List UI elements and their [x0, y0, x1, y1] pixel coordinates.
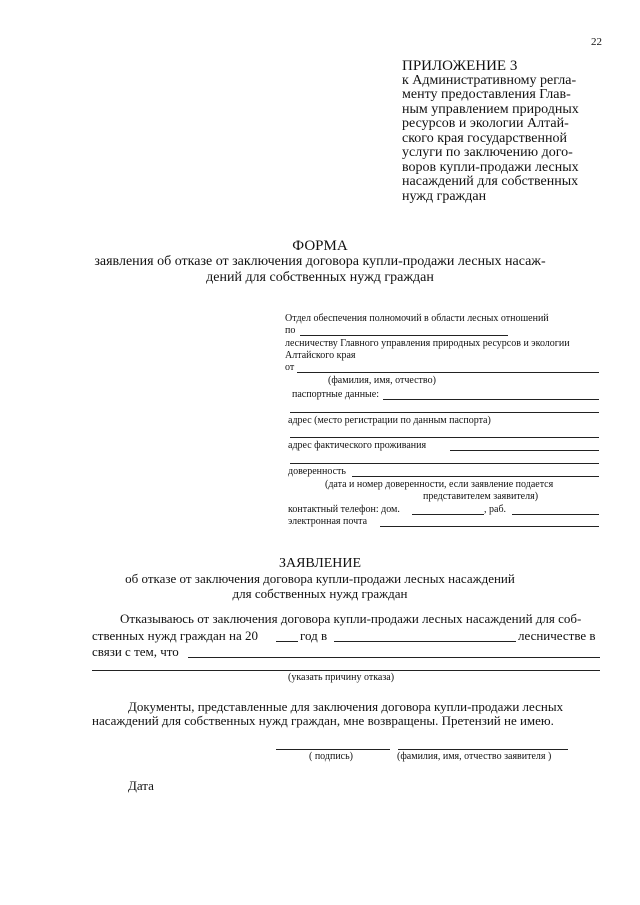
paragraph-1-line-2c: лесничестве в	[518, 628, 596, 643]
paragraph-1-line-3: связи с тем, что	[92, 644, 179, 659]
passport-label: паспортные данные:	[292, 389, 379, 400]
appendix-line: нужд граждан	[402, 188, 487, 204]
phone-label: контактный телефон: дом.	[288, 504, 400, 515]
fio-caption: (фамилия, имя, отчество)	[328, 375, 436, 386]
from-label: от	[285, 362, 295, 373]
appendix-line: насаждений для собственных	[402, 174, 579, 189]
address-actual-label: адрес фактического проживания	[288, 440, 427, 451]
department-field[interactable]	[300, 335, 508, 336]
recipient-line3: лесничеству Главного управления природных ресурсов и экологии	[285, 338, 570, 349]
paragraph-1-line-2a: ственных нужд граждан на 20	[92, 628, 258, 643]
appendix-line: ресурсов и экологии Алтай-	[402, 116, 569, 131]
page-number: 22	[591, 36, 602, 48]
statement-title: ЗАЯВЛЕНИЕ	[278, 556, 362, 571]
passport-field[interactable]	[383, 399, 599, 400]
appendix-line: к Административному регла-	[402, 72, 577, 88]
recipient-line2: по	[285, 325, 296, 336]
appendix-line: менту предоставления Глав-	[402, 87, 571, 102]
name-caption: (фамилия, имя, отчество заявителя )	[397, 751, 552, 762]
proxy-caption-2: представителем заявителя)	[423, 491, 539, 502]
address-registration-field[interactable]	[290, 437, 599, 438]
phone-work-label: , раб.	[484, 504, 507, 515]
reason-caption: (указать причину отказа)	[288, 672, 395, 683]
paragraph-2-line-1: Документы, представленные для заключения договора купли-продажи лесных	[128, 699, 564, 714]
year-field[interactable]	[276, 641, 298, 642]
applicant-name-field[interactable]	[297, 372, 599, 373]
appendix-block	[402, 59, 602, 204]
address-registration-label: адрес (место регистрации по данным паспорта)	[288, 415, 491, 426]
statement-subtitle-2: для собственных нужд граждан	[232, 586, 408, 601]
email-label: электронная почта	[288, 516, 368, 527]
statement-subtitle-1: об отказе от заключения договора купли-продажи лесных насаждений	[125, 571, 515, 586]
phone-work-field[interactable]	[512, 514, 599, 515]
form-subtitle-line1: заявления об отказе от заключения договора купли-продажи лесных насаж-	[94, 254, 546, 269]
paragraph-1-line-2b: год в	[300, 628, 328, 643]
applicant-full-name-field[interactable]	[398, 749, 568, 750]
recipient-line4: Алтайского края	[285, 350, 356, 361]
appendix-line: ского края государственной	[402, 130, 567, 146]
address-actual-field[interactable]	[450, 450, 599, 451]
paragraph-1-line-1: Отказываюсь от заключения договора купли-продажи лесных насаждений для соб-	[120, 611, 582, 626]
date-label: Дата	[128, 778, 154, 793]
appendix-line: ным управлением природных	[402, 101, 579, 117]
paragraph-2-line-2: насаждений для собственных нужд граждан, мне возвращены. Претензий не имею.	[92, 713, 554, 728]
email-field[interactable]	[380, 526, 599, 527]
reason-field[interactable]	[188, 657, 600, 658]
form-title: ФОРМА	[292, 238, 348, 254]
proxy-caption-1: (дата и номер доверенности, если заявление подается	[325, 479, 554, 490]
address-actual-field-2[interactable]	[290, 463, 599, 464]
appendix-line: услуги по заключению дого-	[402, 145, 573, 160]
appendix-line: воров купли-продажи лесных	[402, 159, 579, 175]
reason-field-2[interactable]	[92, 670, 600, 671]
signature-caption: ( подпись)	[309, 751, 354, 762]
passport-field-2[interactable]	[290, 412, 599, 413]
appendix-title: ПРИЛОЖЕНИЕ 3	[402, 58, 518, 74]
signature-field[interactable]	[276, 749, 390, 750]
recipient-line1: Отдел обеспечения полномочий в области лесных отношений	[285, 313, 549, 324]
form-subtitle-line2: дений для собственных нужд граждан	[206, 270, 434, 285]
proxy-label: доверенность	[288, 466, 346, 477]
proxy-field[interactable]	[352, 476, 599, 477]
forestry-field[interactable]	[334, 641, 516, 642]
phone-home-field[interactable]	[412, 514, 484, 515]
